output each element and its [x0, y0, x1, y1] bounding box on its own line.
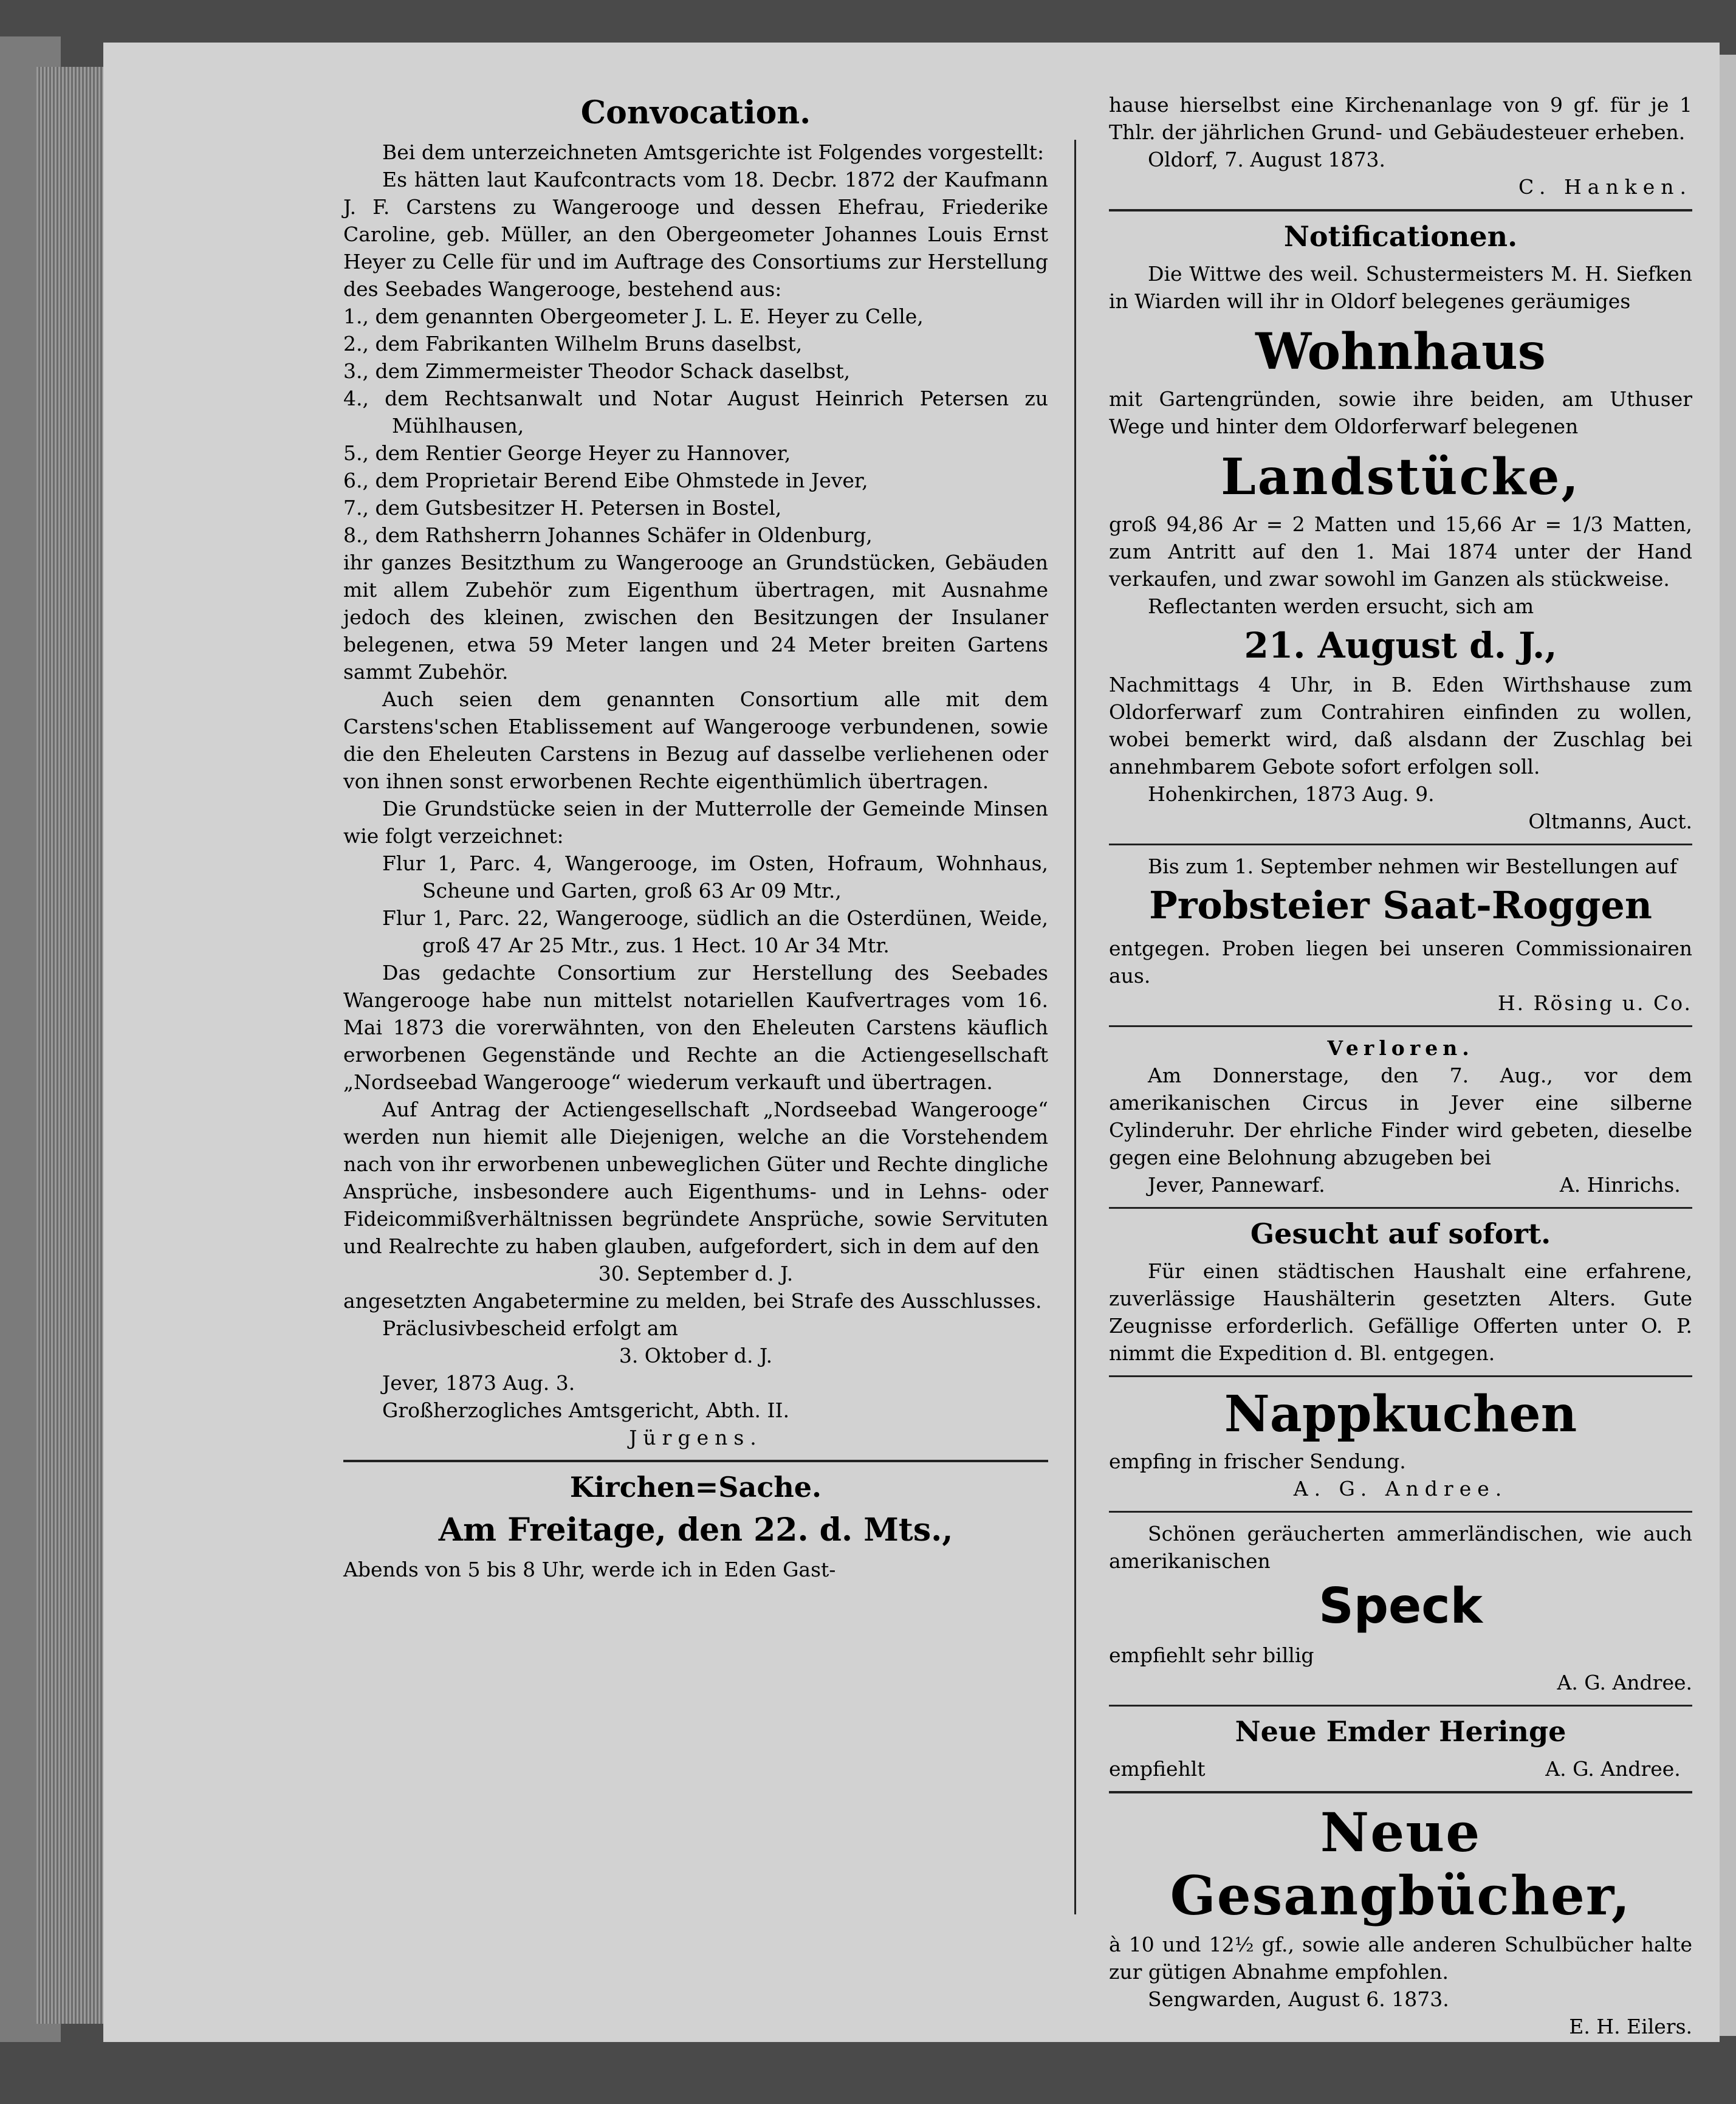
member-item: 4., dem Rechtsanwalt und Notar August Heinrich Petersen zu Mühlhausen,: [343, 387, 1048, 438]
gesucht-ad: [1109, 1216, 1692, 1367]
paragraph: Die Wittwe des weil. Schustermeisters M. H. Siefken in Wiarden will ihr in Oldorf belegenes geräumiges: [1109, 262, 1692, 313]
left-column: [343, 91, 1048, 1583]
notification-heading: Notificationen.: [1283, 220, 1518, 253]
kirchen-notice: [343, 1470, 1048, 1583]
parcel-item: Flur 1, Parc. 4, Wangerooge, im Osten, Hofraum, Wohnhaus, Scheune und Garten, groß 63 Ar 09 Mtr.,: [382, 851, 1048, 902]
kirchen-continuation: [1109, 91, 1692, 201]
paragraph: empfing in frischer Sendung.: [1109, 1449, 1406, 1473]
section-rule: [1109, 209, 1692, 211]
paragraph: Auch seien dem genannten Consortium alle mit dem Carstens'schen Etablissement auf Wangerooge verbundenen, sowie die den Eheleuten Carstens in Bezug auf dasselbe verliehenen oder von ihnen sonst erworbenen Rechte eigenthümlich übertragen.: [343, 687, 1048, 793]
signature: A. G. Andree.: [1293, 1477, 1508, 1501]
signature: C. Hanken.: [1518, 175, 1692, 199]
signature: Jürgens.: [629, 1426, 763, 1449]
section-rule: [1109, 1375, 1692, 1377]
section-rule: [343, 1460, 1048, 1462]
paragraph: Auf Antrag der Actiengesellschaft „Nordseebad Wangerooge“ werden nun hiemit alle Diejenigen, welche an die Vorstehendem nach von ihr erworbenen unbeweglichen Güter und Rechte dingliche Ansprüche, insbesondere auch Eigenthums- und in Lehns- oder Fideicommißverhältnissen begründete Ansprüche, sowie Servituten und Realrechte zu haben glauben, aufgefordert, sich in dem auf den: [343, 1098, 1048, 1258]
paragraph: empfiehlt: [1109, 1757, 1206, 1781]
paragraph: Es hätten laut Kaufcontracts vom 18. Decbr. 1872 der Kaufmann J. F. Carstens zu Wangerooge und dessen Ehefrau, Friederike Caroline, geb. Müller, an den Obergeometer Johannes Louis Ernst Heyer zu Celle für und im Auftrage des Consortiums zur Herstellung des Seebades Wangerooge, bestehend aus:: [343, 168, 1048, 301]
probsteier-ad: [1109, 853, 1692, 1017]
deadline-date: 30. September d. J.: [598, 1262, 794, 1285]
section-rule: [1109, 1511, 1692, 1513]
section-rule: [1109, 844, 1692, 845]
court-name: Großherzogliches Amtsgericht, Abth. II.: [382, 1398, 790, 1422]
landstuecke-headline: Landstücke,: [1221, 448, 1580, 506]
place-date: Jever, 1873 Aug. 3.: [382, 1371, 575, 1395]
paragraph: Abends von 5 bis 8 Uhr, werde ich in Eden Gast-: [343, 1558, 836, 1581]
member-item: 2., dem Fabrikanten Wilhelm Bruns daselbst,: [343, 332, 803, 356]
notification-notice: [1109, 219, 1692, 835]
place-date: Hohenkirchen, 1873 Aug. 9.: [1148, 782, 1435, 806]
gesangbuecher-ad: [1109, 1801, 1692, 2040]
kirchen-subheading: Am Freitage, den 22. d. Mts.,: [438, 1511, 953, 1549]
parcel-item: Flur 1, Parc. 22, Wangerooge, südlich an die Osterdünen, Weide, groß 47 Ar 25 Mtr., zus. 1 Hect. 10 Ar 34 Mtr.: [382, 906, 1048, 957]
kirchen-heading: Kirchen=Sache.: [569, 1471, 822, 1504]
auction-date: 21. August d. J.,: [1244, 625, 1557, 666]
place-date: Sengwarden, August 6. 1873.: [1148, 1987, 1449, 2011]
place-date: Oldorf, 7. August 1873.: [1148, 148, 1385, 171]
heringe-ad: [1109, 1714, 1692, 1783]
decision-date: 3. Oktober d. J.: [619, 1344, 773, 1367]
right-column: [1109, 91, 1692, 2040]
verloren-heading: Verloren.: [1327, 1036, 1474, 1060]
member-item: 7., dem Gutsbesitzer H. Petersen in Bostel,: [343, 496, 782, 520]
heringe-heading: Neue Emder Heringe: [1235, 1715, 1566, 1748]
place: Jever, Pannewarf.: [1148, 1173, 1325, 1197]
probsteier-headline: Probsteier Saat-Roggen: [1149, 883, 1652, 927]
gesucht-heading: Gesucht auf sofort.: [1250, 1217, 1551, 1250]
member-item: 5., dem Rentier George Heyer zu Hannover,: [343, 441, 791, 465]
speck-ad: [1109, 1520, 1692, 1696]
paragraph: Bis zum 1. September nehmen wir Bestellungen auf: [1148, 854, 1678, 878]
verloren-notice: [1109, 1034, 1692, 1198]
paragraph: à 10 und 12½ gf., sowie alle anderen Schulbücher halte zur gütigen Abnahme empfohlen.: [1109, 1933, 1692, 1984]
section-rule: [1109, 1207, 1692, 1209]
section-rule: [1109, 1791, 1692, 1793]
paragraph: empfiehlt sehr billig: [1109, 1643, 1314, 1667]
paragraph: entgegen. Proben liegen bei unseren Commissionairen aus.: [1109, 937, 1692, 988]
convocation-heading: Convocation.: [580, 94, 811, 131]
paragraph: mit Gartengründen, sowie ihre beiden, am Uthuser Wege und hinter dem Oldorferwarf belegenen: [1109, 387, 1692, 438]
paragraph: Bei dem unterzeichneten Amtsgerichte ist Folgendes vorgestellt:: [382, 140, 1045, 164]
paragraph: ihr ganzes Besitzthum zu Wangerooge an Grundstücken, Gebäuden mit allem Zubehör zum Eigenthum übertragen, mit Ausnahme jedoch des kleinen, zwischen den Besitzungen der Insulaner belegenen, etwa 59 Meter langen und 24 Meter breiten Gartens sammt Zubehör.: [343, 551, 1048, 684]
paragraph: Am Donnerstage, den 7. Aug., vor dem amerikanischen Circus in Jever eine silberne Cylinderuhr. Der ehrliche Finder wird gebeten, dieselbe gegen eine Belohnung abzugeben bei: [1109, 1064, 1692, 1169]
gesangbuecher-headline: Neue Gesangbücher,: [1170, 1801, 1631, 1927]
paragraph: Die Grundstücke seien in der Mutterrolle der Gemeinde Minsen wie folgt verzeichnet:: [343, 797, 1048, 848]
column-divider: [1074, 140, 1076, 1914]
paragraph: Schönen geräucherten ammerländischen, wie auch amerikanischen: [1109, 1522, 1692, 1573]
nappkuchen-headline: Nappkuchen: [1224, 1385, 1577, 1443]
book-page-edges: [36, 67, 105, 2024]
paragraph: Das gedachte Consortium zur Herstellung des Seebades Wangerooge habe nun mittelst notariellen Kaufvertrages vom 16. Mai 1873 die vorerwähnten, von den Eheleuten Carstens käuflich erworbenen Gegenstände und Rechte an die Actiengesellschaft „Nordseebad Wangerooge“ wiederum verkauft und übertragen.: [343, 961, 1048, 1094]
paragraph: Präclusivbescheid erfolgt am: [382, 1316, 678, 1340]
paragraph: Reflectanten werden ersucht, sich am: [1148, 594, 1534, 618]
paragraph: hause hierselbst eine Kirchenanlage von 9 gf. für je 1 Thlr. der jährlichen Grund- und Gebäudesteuer erheben.: [1109, 93, 1692, 144]
section-rule: [1109, 1025, 1692, 1027]
signature: E. H. Eilers.: [1569, 2015, 1692, 2038]
convocation-notice: [343, 94, 1048, 1451]
member-item: 6., dem Proprietair Berend Eibe Ohmstede in Jever,: [343, 469, 868, 492]
paragraph: Nachmittags 4 Uhr, in B. Eden Wirthshause zum Oldorferwarf zum Contrahiren einfinden zu wollen, wobei bemerkt wird, daß alsdann der Zuschlag bei annehmbarem Gebote sofort erfolgen soll.: [1109, 673, 1692, 779]
member-item: 1., dem genannten Obergeometer J. L. E. Heyer zu Celle,: [343, 304, 924, 328]
wohnhaus-headline: Wohnhaus: [1255, 323, 1546, 381]
section-rule: [1109, 1705, 1692, 1707]
paragraph: Für einen städtischen Haushalt eine erfahrene, zuverlässige Haushälterin gesetzten Alters. Gute Zeugnisse erforderlich. Gefällige Offerten unter O. P. nimmt die Expedition d. Bl. entgegen.: [1109, 1259, 1692, 1365]
signature: H. Rösing u. Co.: [1497, 991, 1692, 1015]
paragraph: angesetzten Angabetermine zu melden, bei Strafe des Ausschlusses.: [343, 1289, 1042, 1313]
speck-headline: Speck: [1319, 1578, 1483, 1634]
member-item: 8., dem Rathsherrn Johannes Schäfer in Oldenburg,: [343, 523, 873, 547]
signature: Oltmanns, Auct.: [1528, 810, 1692, 833]
paragraph: groß 94,86 Ar = 2 Matten und 15,66 Ar = 1/3 Matten, zum Antritt auf den 1. Mai 1874 unter der Hand verkaufen, und zwar sowohl im Ganzen als stückweise.: [1109, 512, 1692, 591]
member-item: 3., dem Zimmermeister Theodor Schack daselbst,: [343, 359, 851, 383]
nappkuchen-ad: [1109, 1384, 1692, 1502]
signature: A. Hinrichs.: [1559, 1173, 1681, 1197]
signature: A. G. Andree.: [1557, 1671, 1692, 1694]
signature: A. G. Andree.: [1545, 1757, 1681, 1781]
